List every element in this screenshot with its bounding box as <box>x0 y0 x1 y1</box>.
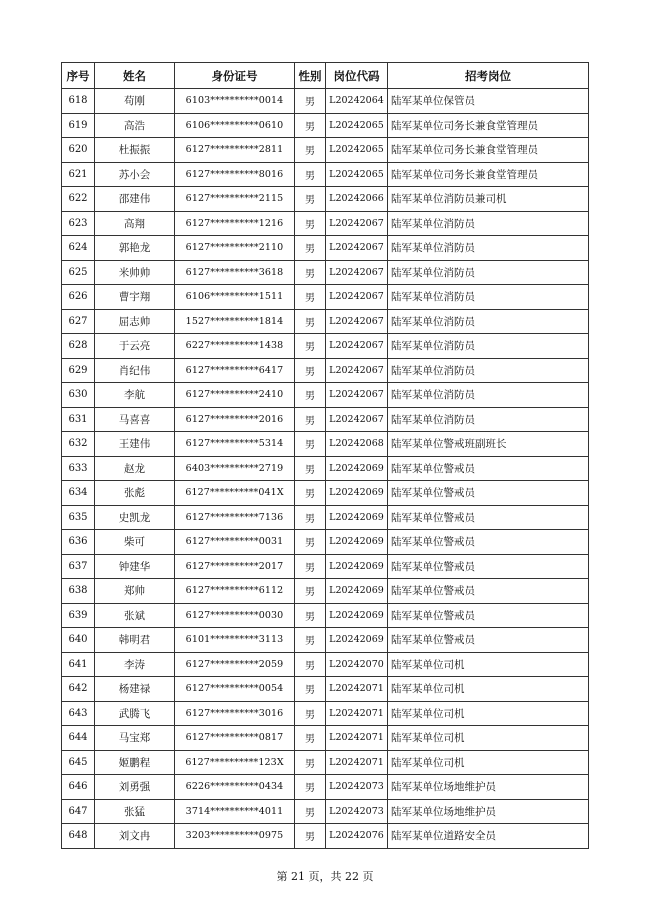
cell-id-number: 6127**********6112 <box>175 579 295 604</box>
cell-serial: 638 <box>62 579 95 604</box>
cell-position: 陆军某单位司务长兼食堂管理员 <box>388 138 589 163</box>
cell-post-code: L20242076 <box>326 824 388 849</box>
table-row <box>62 603 589 628</box>
cell-gender: 男 <box>295 285 326 310</box>
cell-serial: 620 <box>62 138 95 163</box>
cell-serial: 632 <box>62 432 95 457</box>
cell-id-number: 6127**********0031 <box>175 530 295 555</box>
cell-post-code: L20242073 <box>326 799 388 824</box>
cell-name: 肖纪伟 <box>95 358 175 383</box>
applicant-table <box>61 62 589 849</box>
cell-gender: 男 <box>295 824 326 849</box>
cell-gender: 男 <box>295 260 326 285</box>
table-row <box>62 211 589 236</box>
cell-serial: 639 <box>62 603 95 628</box>
cell-gender: 男 <box>295 383 326 408</box>
table-row <box>62 432 589 457</box>
cell-position: 陆军某单位司机 <box>388 701 589 726</box>
header-gender: 性别 <box>295 63 326 89</box>
cell-id-number: 6106**********1511 <box>175 285 295 310</box>
table-row <box>62 358 589 383</box>
cell-post-code: L20242071 <box>326 750 388 775</box>
cell-id-number: 6127**********5314 <box>175 432 295 457</box>
cell-id-number: 6127**********2016 <box>175 407 295 432</box>
cell-id-number: 6127**********123X <box>175 750 295 775</box>
cell-name: 马喜喜 <box>95 407 175 432</box>
cell-post-code: L20242070 <box>326 652 388 677</box>
cell-gender: 男 <box>295 456 326 481</box>
cell-post-code: L20242068 <box>326 432 388 457</box>
cell-id-number: 6127**********3016 <box>175 701 295 726</box>
cell-name: 米帅帅 <box>95 260 175 285</box>
cell-gender: 男 <box>295 677 326 702</box>
cell-name: 苏小会 <box>95 162 175 187</box>
cell-position: 陆军某单位消防员 <box>388 334 589 359</box>
cell-gender: 男 <box>295 309 326 334</box>
cell-id-number: 6127**********041X <box>175 481 295 506</box>
cell-serial: 633 <box>62 456 95 481</box>
table-row <box>62 113 589 138</box>
cell-name: 刘文冉 <box>95 824 175 849</box>
cell-serial: 634 <box>62 481 95 506</box>
cell-name: 李航 <box>95 383 175 408</box>
cell-position: 陆军某单位司机 <box>388 677 589 702</box>
cell-name: 张斌 <box>95 603 175 628</box>
cell-name: 杜振振 <box>95 138 175 163</box>
cell-post-code: L20242071 <box>326 701 388 726</box>
table-row <box>62 456 589 481</box>
cell-post-code: L20242064 <box>326 89 388 114</box>
cell-serial: 619 <box>62 113 95 138</box>
cell-position: 陆军某单位道路安全员 <box>388 824 589 849</box>
cell-position: 陆军某单位警戒员 <box>388 603 589 628</box>
cell-post-code: L20242067 <box>326 236 388 261</box>
cell-name: 高翔 <box>95 211 175 236</box>
cell-serial: 636 <box>62 530 95 555</box>
table-body <box>62 89 589 849</box>
cell-name: 马宝郑 <box>95 726 175 751</box>
cell-name: 张彪 <box>95 481 175 506</box>
table-row <box>62 652 589 677</box>
cell-position: 陆军某单位消防员 <box>388 285 589 310</box>
cell-position: 陆军某单位司机 <box>388 652 589 677</box>
cell-serial: 626 <box>62 285 95 310</box>
cell-name: 刘勇强 <box>95 775 175 800</box>
cell-id-number: 6127**********2811 <box>175 138 295 163</box>
cell-post-code: L20242071 <box>326 726 388 751</box>
cell-name: 杨建禄 <box>95 677 175 702</box>
cell-post-code: L20242071 <box>326 677 388 702</box>
cell-position: 陆军某单位警戒员 <box>388 554 589 579</box>
table-row <box>62 285 589 310</box>
cell-id-number: 6403**********2719 <box>175 456 295 481</box>
cell-name: 姬鹏程 <box>95 750 175 775</box>
cell-post-code: L20242067 <box>326 309 388 334</box>
cell-name: 赵龙 <box>95 456 175 481</box>
cell-id-number: 6127**********0030 <box>175 603 295 628</box>
cell-name: 郭艳龙 <box>95 236 175 261</box>
cell-post-code: L20242069 <box>326 456 388 481</box>
cell-gender: 男 <box>295 726 326 751</box>
cell-name: 钟建华 <box>95 554 175 579</box>
table-row <box>62 89 589 114</box>
table-row <box>62 187 589 212</box>
cell-id-number: 6127**********6417 <box>175 358 295 383</box>
cell-id-number: 6127**********8016 <box>175 162 295 187</box>
cell-name: 高浩 <box>95 113 175 138</box>
cell-position: 陆军某单位消防员 <box>388 260 589 285</box>
cell-position: 陆军某单位警戒员 <box>388 530 589 555</box>
cell-position: 陆军某单位警戒员 <box>388 579 589 604</box>
cell-gender: 男 <box>295 554 326 579</box>
cell-position: 陆军某单位警戒员 <box>388 481 589 506</box>
cell-position: 陆军某单位场地维护员 <box>388 799 589 824</box>
cell-post-code: L20242073 <box>326 775 388 800</box>
cell-gender: 男 <box>295 407 326 432</box>
cell-position: 陆军某单位司机 <box>388 726 589 751</box>
cell-post-code: L20242066 <box>326 187 388 212</box>
cell-name: 柴可 <box>95 530 175 555</box>
cell-position: 陆军某单位消防员 <box>388 211 589 236</box>
cell-gender: 男 <box>295 211 326 236</box>
cell-serial: 628 <box>62 334 95 359</box>
table-row <box>62 383 589 408</box>
cell-gender: 男 <box>295 138 326 163</box>
table-row <box>62 824 589 849</box>
cell-position: 陆军某单位消防员 <box>388 358 589 383</box>
cell-serial: 621 <box>62 162 95 187</box>
cell-serial: 631 <box>62 407 95 432</box>
cell-serial: 645 <box>62 750 95 775</box>
cell-post-code: L20242065 <box>326 113 388 138</box>
cell-post-code: L20242069 <box>326 628 388 653</box>
cell-gender: 男 <box>295 358 326 383</box>
cell-position: 陆军某单位消防员 <box>388 383 589 408</box>
table-row <box>62 530 589 555</box>
cell-serial: 625 <box>62 260 95 285</box>
cell-name: 李涛 <box>95 652 175 677</box>
cell-serial: 624 <box>62 236 95 261</box>
cell-gender: 男 <box>295 530 326 555</box>
cell-gender: 男 <box>295 750 326 775</box>
table-row <box>62 726 589 751</box>
cell-gender: 男 <box>295 89 326 114</box>
cell-name: 苟刚 <box>95 89 175 114</box>
cell-gender: 男 <box>295 334 326 359</box>
table-row <box>62 750 589 775</box>
cell-serial: 641 <box>62 652 95 677</box>
cell-gender: 男 <box>295 187 326 212</box>
cell-post-code: L20242067 <box>326 383 388 408</box>
cell-serial: 630 <box>62 383 95 408</box>
cell-post-code: L20242069 <box>326 603 388 628</box>
cell-name: 王建伟 <box>95 432 175 457</box>
cell-post-code: L20242069 <box>326 505 388 530</box>
cell-post-code: L20242067 <box>326 211 388 236</box>
header-id-number: 身份证号 <box>175 63 295 89</box>
cell-id-number: 6106**********0610 <box>175 113 295 138</box>
header-serial: 序号 <box>62 63 95 89</box>
cell-serial: 640 <box>62 628 95 653</box>
cell-position: 陆军某单位消防员 <box>388 309 589 334</box>
table-row <box>62 309 589 334</box>
cell-post-code: L20242067 <box>326 285 388 310</box>
cell-gender: 男 <box>295 579 326 604</box>
cell-gender: 男 <box>295 162 326 187</box>
cell-gender: 男 <box>295 113 326 138</box>
cell-position: 陆军某单位司务长兼食堂管理员 <box>388 162 589 187</box>
cell-id-number: 6101**********3113 <box>175 628 295 653</box>
table-row <box>62 799 589 824</box>
cell-serial: 647 <box>62 799 95 824</box>
cell-name: 武腾飞 <box>95 701 175 726</box>
cell-gender: 男 <box>295 799 326 824</box>
table-row <box>62 334 589 359</box>
table-row <box>62 628 589 653</box>
cell-position: 陆军某单位保管员 <box>388 89 589 114</box>
cell-gender: 男 <box>295 505 326 530</box>
cell-gender: 男 <box>295 481 326 506</box>
cell-position: 陆军某单位消防员兼司机 <box>388 187 589 212</box>
table-row <box>62 138 589 163</box>
cell-serial: 622 <box>62 187 95 212</box>
cell-position: 陆军某单位司务长兼食堂管理员 <box>388 113 589 138</box>
cell-gender: 男 <box>295 603 326 628</box>
cell-post-code: L20242069 <box>326 481 388 506</box>
cell-gender: 男 <box>295 236 326 261</box>
cell-id-number: 6127**********2115 <box>175 187 295 212</box>
cell-gender: 男 <box>295 628 326 653</box>
cell-post-code: L20242069 <box>326 554 388 579</box>
table-row <box>62 481 589 506</box>
cell-id-number: 6127**********0054 <box>175 677 295 702</box>
table-row <box>62 236 589 261</box>
cell-serial: 637 <box>62 554 95 579</box>
cell-serial: 644 <box>62 726 95 751</box>
cell-serial: 629 <box>62 358 95 383</box>
cell-post-code: L20242067 <box>326 334 388 359</box>
table-row <box>62 505 589 530</box>
header-position: 招考岗位 <box>388 63 589 89</box>
cell-gender: 男 <box>295 775 326 800</box>
cell-serial: 635 <box>62 505 95 530</box>
table-row <box>62 407 589 432</box>
table-row <box>62 775 589 800</box>
cell-id-number: 6127**********3618 <box>175 260 295 285</box>
table-row <box>62 554 589 579</box>
cell-position: 陆军某单位警戒员 <box>388 505 589 530</box>
cell-id-number: 3714**********4011 <box>175 799 295 824</box>
cell-id-number: 6227**********1438 <box>175 334 295 359</box>
cell-post-code: L20242067 <box>326 260 388 285</box>
cell-position: 陆军某单位警戒员 <box>388 628 589 653</box>
cell-gender: 男 <box>295 701 326 726</box>
cell-position: 陆军某单位场地维护员 <box>388 775 589 800</box>
table-row <box>62 677 589 702</box>
cell-serial: 642 <box>62 677 95 702</box>
cell-name: 屈志帅 <box>95 309 175 334</box>
cell-position: 陆军某单位消防员 <box>388 407 589 432</box>
cell-position: 陆军某单位警戒班副班长 <box>388 432 589 457</box>
cell-name: 曹宇翔 <box>95 285 175 310</box>
table-row <box>62 162 589 187</box>
cell-name: 于云亮 <box>95 334 175 359</box>
table-row <box>62 701 589 726</box>
cell-id-number: 1527**********1814 <box>175 309 295 334</box>
cell-id-number: 6127**********2410 <box>175 383 295 408</box>
cell-post-code: L20242065 <box>326 138 388 163</box>
table-row <box>62 579 589 604</box>
cell-serial: 627 <box>62 309 95 334</box>
cell-name: 郑帅 <box>95 579 175 604</box>
header-name: 姓名 <box>95 63 175 89</box>
cell-id-number: 6127**********2059 <box>175 652 295 677</box>
page-footer: 第 21 页，共 22 页 <box>276 870 374 883</box>
cell-gender: 男 <box>295 652 326 677</box>
cell-serial: 646 <box>62 775 95 800</box>
cell-id-number: 6226**********0434 <box>175 775 295 800</box>
cell-position: 陆军某单位警戒员 <box>388 456 589 481</box>
cell-serial: 618 <box>62 89 95 114</box>
cell-name: 史凯龙 <box>95 505 175 530</box>
cell-position: 陆军某单位司机 <box>388 750 589 775</box>
cell-position: 陆军某单位消防员 <box>388 236 589 261</box>
cell-name: 韩明君 <box>95 628 175 653</box>
cell-post-code: L20242069 <box>326 530 388 555</box>
cell-id-number: 6127**********1216 <box>175 211 295 236</box>
cell-id-number: 6127**********2110 <box>175 236 295 261</box>
cell-post-code: L20242067 <box>326 407 388 432</box>
cell-id-number: 6127**********0817 <box>175 726 295 751</box>
cell-post-code: L20242069 <box>326 579 388 604</box>
cell-id-number: 6103**********0014 <box>175 89 295 114</box>
cell-serial: 648 <box>62 824 95 849</box>
cell-id-number: 6127**********2017 <box>175 554 295 579</box>
cell-post-code: L20242067 <box>326 358 388 383</box>
cell-post-code: L20242065 <box>326 162 388 187</box>
cell-id-number: 6127**********7136 <box>175 505 295 530</box>
applicant-table-container <box>61 62 588 849</box>
header-post-code: 岗位代码 <box>326 63 388 89</box>
cell-name: 张猛 <box>95 799 175 824</box>
cell-id-number: 3203**********0975 <box>175 824 295 849</box>
cell-name: 邵建伟 <box>95 187 175 212</box>
table-row <box>62 260 589 285</box>
cell-gender: 男 <box>295 432 326 457</box>
table-header-row <box>62 63 589 89</box>
cell-serial: 643 <box>62 701 95 726</box>
cell-serial: 623 <box>62 211 95 236</box>
